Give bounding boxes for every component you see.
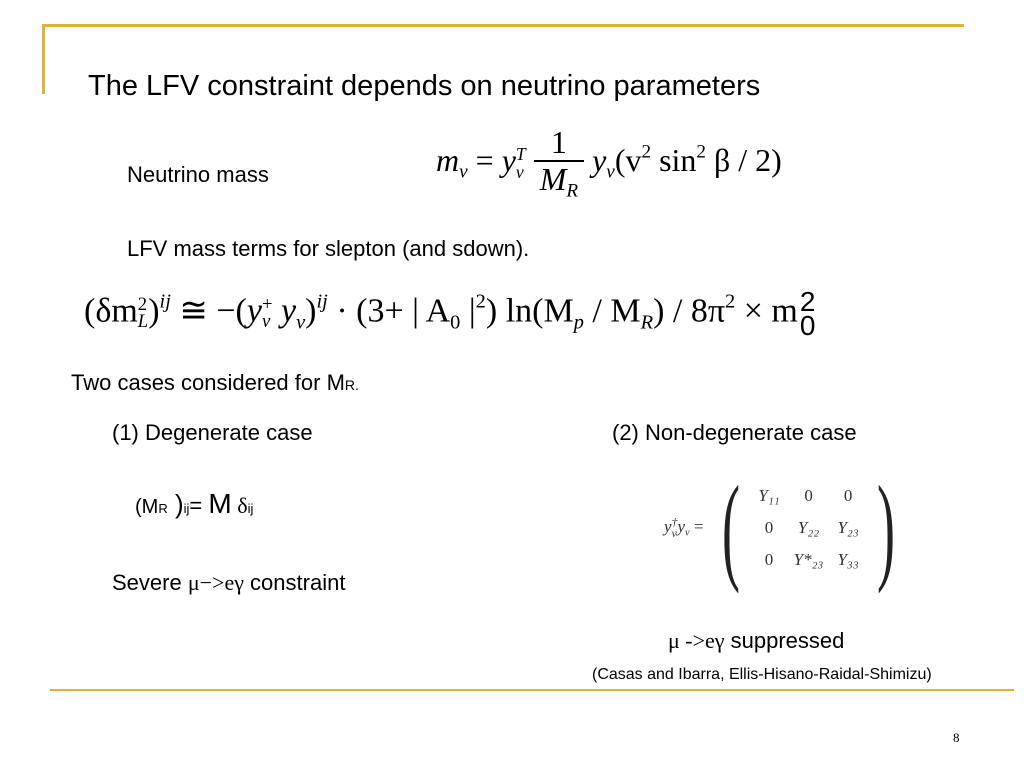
f2-slash: / M	[583, 292, 641, 330]
deg-ij2: ij	[247, 501, 254, 516]
f2-end: ) / 8π	[653, 292, 725, 330]
reference-note: (Casas and Ibarra, Ellis-Hisano-Raidal-Shimizu)	[592, 666, 932, 683]
lfv-mass-formula	[84, 286, 816, 341]
f1-beta: β / 2)	[706, 141, 782, 178]
matrix-row	[751, 512, 865, 544]
matrix-cell: Y₁₁	[758, 486, 780, 505]
deg-eq: =	[189, 493, 209, 518]
matrix-cell: Y₂₂	[797, 518, 820, 537]
deg-ij: ij	[183, 501, 190, 516]
f2-sq: 2	[137, 293, 148, 315]
yukawa-matrix-formula	[664, 461, 906, 594]
f2-ln: ) ln(M	[485, 292, 574, 330]
matrix-cell: 0	[843, 486, 853, 505]
deg-M: M	[208, 488, 232, 519]
neutrino-mass-formula	[436, 125, 782, 225]
severe-constraint	[112, 570, 345, 596]
matrix-cell: Y₂₃	[837, 518, 859, 537]
matrix-table	[751, 480, 865, 576]
deg-close: )	[167, 489, 184, 519]
f1-nu2: ν	[606, 161, 615, 183]
f2-ij2: ij	[316, 290, 328, 313]
page-number: 8	[953, 730, 960, 745]
f2-bar: |	[460, 292, 476, 330]
f2-L: L	[137, 310, 149, 332]
top-accent-line	[42, 24, 964, 27]
slide-title: The LFV constraint depends on neutrino parameters	[88, 70, 761, 102]
f1-m: m	[436, 141, 460, 178]
deg-delta: δ	[231, 493, 248, 518]
f2-sq3: 2	[725, 290, 736, 313]
f2-close2: )	[305, 292, 317, 330]
bottom-accent-line	[50, 689, 1014, 691]
f2-dot: · (3+ | A	[327, 292, 451, 330]
case1-label: (1) Degenerate case	[112, 420, 313, 445]
f1-y2: y	[592, 141, 607, 178]
suppressed-label	[668, 628, 844, 654]
left-accent-line	[42, 24, 45, 94]
f1-T: T	[515, 143, 526, 164]
severe-suffix: constraint	[243, 570, 346, 595]
f1-sin: sin	[651, 141, 697, 178]
case2-label: (2) Non-degenerate case	[612, 420, 857, 445]
f1-y: y	[501, 141, 516, 178]
f2-sq2: 2	[475, 290, 486, 313]
two-cases-label	[71, 370, 359, 396]
matrix-right-paren: )	[876, 461, 895, 594]
f2-p: p	[573, 311, 584, 334]
f1-fraction	[534, 125, 584, 202]
f1-eq: =	[467, 141, 502, 178]
f1-rest: (v	[614, 141, 642, 178]
f2-plus: +	[261, 293, 273, 315]
f2-lhs: (δm	[84, 292, 138, 330]
f2-stack	[799, 286, 816, 341]
f2-times: × m	[735, 292, 798, 330]
f2-zero-bottom: 0	[799, 309, 816, 341]
suppressed-suffix: suppressed	[724, 628, 845, 653]
f2-y: y	[246, 292, 262, 330]
two-cases-sub: R.	[344, 377, 359, 393]
f2-R: R	[640, 311, 654, 334]
f1-numerator: 1	[550, 124, 567, 160]
f1-sq: 2	[641, 141, 652, 163]
f1-nu-sub: ν	[515, 161, 524, 182]
degenerate-formula	[135, 488, 253, 520]
matrix-left-paren: (	[722, 461, 741, 594]
f1-nu: ν	[459, 161, 468, 183]
f2-ij: ij	[159, 290, 171, 313]
f2-approx: ≅ −(	[170, 292, 247, 330]
deg-R: R	[158, 501, 168, 516]
matrix-lhs: y † ν $y_\nu$ =	[664, 515, 704, 541]
neutrino-mass-label: Neutrino mass	[127, 162, 269, 187]
matrix-cell: 0	[764, 518, 774, 537]
lfv-mass-terms-label: LFV mass terms for slepton (and sdown).	[127, 236, 530, 261]
two-cases-text: Two cases considered for M	[71, 370, 345, 395]
f2-nu2: ν	[296, 311, 306, 334]
deg-open: (M	[135, 496, 159, 518]
f1-denominator: $M_R$	[534, 160, 584, 202]
f2-nu: ν	[261, 310, 271, 332]
matrix-cell: Y*₂₃	[793, 550, 824, 569]
severe-process: μ−>eγ	[187, 570, 244, 595]
matrix-cell: 0	[804, 486, 813, 505]
matrix-row	[751, 480, 865, 512]
f2-zero: 0	[450, 311, 461, 334]
f1-sq2: 2	[696, 141, 706, 163]
severe-prefix: Severe	[112, 570, 188, 595]
f2-close: )	[148, 292, 160, 330]
matrix-cell: 0	[764, 550, 774, 569]
f2-two-top: 2	[799, 286, 816, 317]
f2-y2: y	[272, 292, 297, 330]
suppressed-process: μ ->eγ	[668, 628, 725, 653]
matrix-row	[751, 544, 865, 576]
matrix-cell: Y₃₃	[837, 550, 859, 569]
